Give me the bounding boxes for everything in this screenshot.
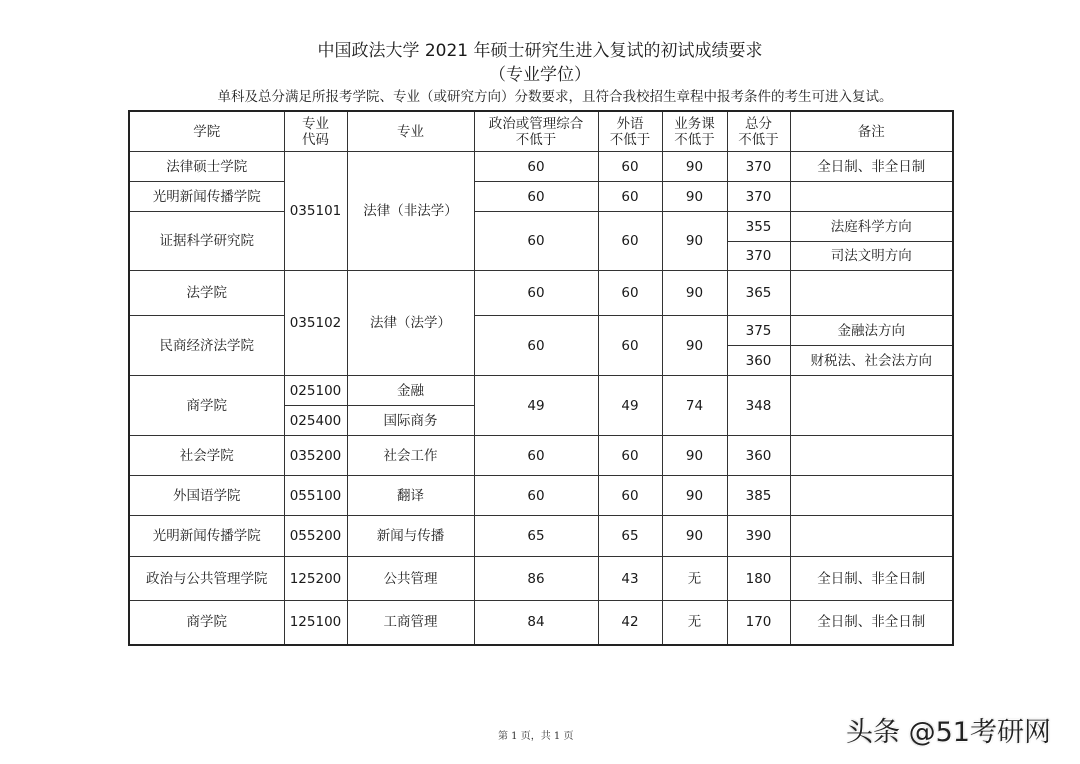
cell-foreign: 43	[598, 557, 662, 601]
cell-remark	[790, 376, 953, 436]
cell-politics: 60	[474, 476, 598, 516]
cell-course: 90	[662, 476, 727, 516]
cell-course: 74	[662, 376, 727, 436]
cell-total: 348	[727, 376, 790, 436]
cell-major: 工商管理	[347, 601, 474, 645]
cell-foreign: 60	[598, 152, 662, 182]
cell-remark: 法庭科学方向	[790, 212, 953, 242]
cell-code: 035200	[284, 436, 347, 476]
cell-course: 无	[662, 557, 727, 601]
table-row	[129, 601, 953, 645]
cell-politics: 49	[474, 376, 598, 436]
cell-politics: 60	[474, 316, 598, 376]
cell-course: 90	[662, 316, 727, 376]
table-row	[129, 271, 953, 316]
cell-code: 025100	[284, 376, 347, 406]
score-requirements-table	[128, 110, 954, 646]
table-row	[129, 516, 953, 557]
cell-code: 035102	[284, 271, 347, 376]
cell-total: 390	[727, 516, 790, 557]
cell-remark: 财税法、社会法方向	[790, 346, 953, 376]
cell-code: 035101	[284, 152, 347, 271]
cell-total: 370	[727, 242, 790, 271]
cell-remark	[790, 436, 953, 476]
cell-course: 90	[662, 271, 727, 316]
table-row	[129, 476, 953, 516]
header-code: 专业 代码	[284, 111, 347, 152]
cell-code: 025400	[284, 406, 347, 436]
cell-college: 社会学院	[129, 436, 284, 476]
table-header-row	[129, 111, 953, 152]
cell-remark: 全日制、非全日制	[790, 601, 953, 645]
cell-politics: 60	[474, 182, 598, 212]
document-note: 单科及总分满足所报考学院、专业（或研究方向）分数要求，且符合我校招生章程中报考条件的考生可进入复试。	[217, 89, 893, 105]
cell-college: 光明新闻传播学院	[129, 182, 284, 212]
cell-course: 90	[662, 182, 727, 212]
cell-major: 国际商务	[347, 406, 474, 436]
cell-course: 90	[662, 212, 727, 271]
cell-remark: 金融法方向	[790, 316, 953, 346]
watermark: 头条 @51考研网	[846, 717, 1051, 748]
header-politics: 政治或管理综合 不低于	[474, 111, 598, 152]
cell-politics: 60	[474, 436, 598, 476]
table-row	[129, 376, 953, 406]
cell-foreign: 60	[598, 182, 662, 212]
cell-foreign: 60	[598, 316, 662, 376]
cell-major: 公共管理	[347, 557, 474, 601]
cell-college: 光明新闻传播学院	[129, 516, 284, 557]
table-row	[129, 557, 953, 601]
page-footer: 第 1 页，共 1 页	[498, 731, 574, 742]
cell-major: 社会工作	[347, 436, 474, 476]
cell-course: 90	[662, 152, 727, 182]
cell-college: 民商经济法学院	[129, 316, 284, 376]
cell-total: 170	[727, 601, 790, 645]
cell-politics: 65	[474, 516, 598, 557]
cell-major: 翻译	[347, 476, 474, 516]
header-course: 业务课 不低于	[662, 111, 727, 152]
cell-remark	[790, 271, 953, 316]
cell-remark	[790, 516, 953, 557]
table-row	[129, 212, 953, 242]
cell-foreign: 60	[598, 476, 662, 516]
cell-politics: 86	[474, 557, 598, 601]
cell-college: 商学院	[129, 601, 284, 645]
table-row	[129, 436, 953, 476]
cell-course: 无	[662, 601, 727, 645]
cell-total: 355	[727, 212, 790, 242]
cell-foreign: 60	[598, 271, 662, 316]
cell-politics: 60	[474, 212, 598, 271]
header-remark: 备注	[790, 111, 953, 152]
cell-total: 180	[727, 557, 790, 601]
cell-course: 90	[662, 516, 727, 557]
cell-remark	[790, 476, 953, 516]
cell-code: 055100	[284, 476, 347, 516]
table-row	[129, 316, 953, 346]
cell-total: 360	[727, 436, 790, 476]
cell-foreign: 42	[598, 601, 662, 645]
cell-foreign: 65	[598, 516, 662, 557]
header-major: 专业	[347, 111, 474, 152]
cell-major: 法律（法学）	[347, 271, 474, 376]
cell-code: 125100	[284, 601, 347, 645]
cell-foreign: 49	[598, 376, 662, 436]
cell-remark: 司法文明方向	[790, 242, 953, 271]
cell-politics: 84	[474, 601, 598, 645]
cell-college: 商学院	[129, 376, 284, 436]
cell-total: 385	[727, 476, 790, 516]
cell-foreign: 60	[598, 212, 662, 271]
cell-foreign: 60	[598, 436, 662, 476]
cell-college: 法律硕士学院	[129, 152, 284, 182]
cell-remark: 全日制、非全日制	[790, 557, 953, 601]
cell-politics: 60	[474, 271, 598, 316]
document-subtitle: （专业学位）	[489, 65, 591, 85]
cell-major: 法律（非法学）	[347, 152, 474, 271]
table-row	[129, 152, 953, 182]
cell-code: 055200	[284, 516, 347, 557]
document-title: 中国政法大学 2021 年硕士研究生进入复试的初试成绩要求	[317, 41, 763, 61]
cell-course: 90	[662, 436, 727, 476]
cell-remark: 全日制、非全日制	[790, 152, 953, 182]
cell-politics: 60	[474, 152, 598, 182]
cell-major: 金融	[347, 376, 474, 406]
cell-total: 360	[727, 346, 790, 376]
cell-total: 375	[727, 316, 790, 346]
header-foreign: 外语 不低于	[598, 111, 662, 152]
header-college: 学院	[129, 111, 284, 152]
cell-remark	[790, 182, 953, 212]
cell-total: 370	[727, 152, 790, 182]
cell-major: 新闻与传播	[347, 516, 474, 557]
cell-college: 证据科学研究院	[129, 212, 284, 271]
cell-college: 政治与公共管理学院	[129, 557, 284, 601]
table-row	[129, 182, 953, 212]
cell-college: 外国语学院	[129, 476, 284, 516]
cell-total: 370	[727, 182, 790, 212]
cell-college: 法学院	[129, 271, 284, 316]
cell-code: 125200	[284, 557, 347, 601]
cell-total: 365	[727, 271, 790, 316]
header-total: 总分 不低于	[727, 111, 790, 152]
